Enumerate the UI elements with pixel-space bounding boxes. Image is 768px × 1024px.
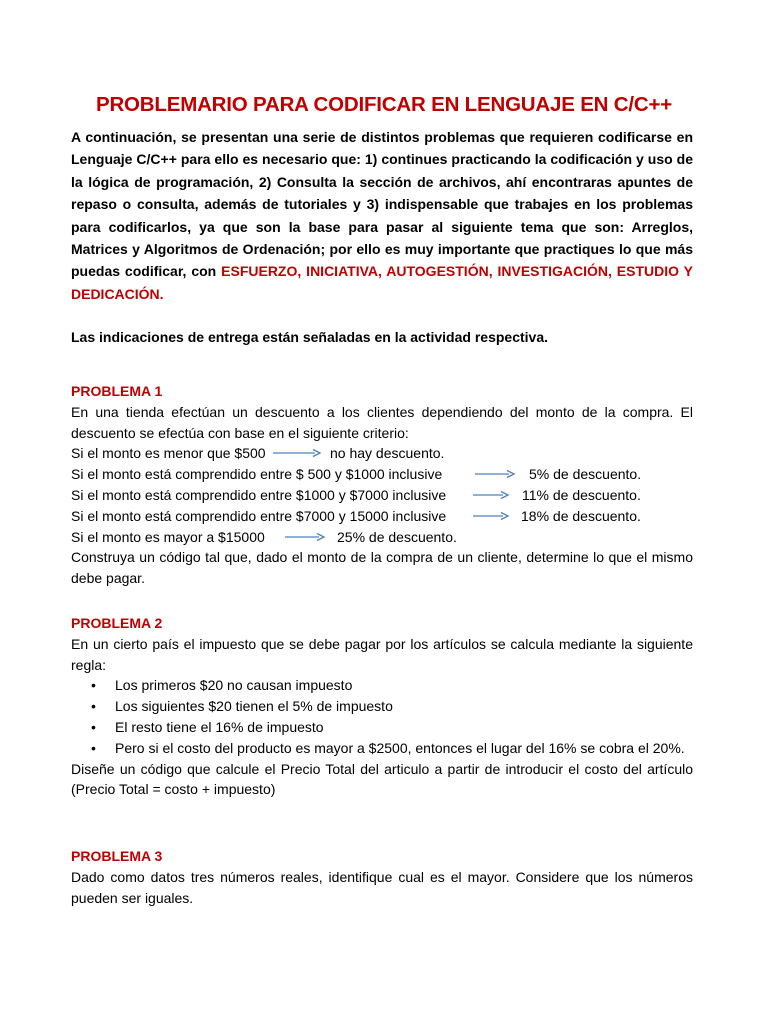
problem-1-section xyxy=(71,381,693,589)
document-title: PROBLEMARIO PARA CODIFICAR EN LENGUAJE EN C/C++ xyxy=(95,93,673,116)
problem-3-heading: PROBLEMA 3 xyxy=(71,848,163,864)
discount-result: 18% de descuento. xyxy=(521,507,641,524)
intro-paragraph xyxy=(71,126,693,305)
discount-result: 25% de descuento. xyxy=(337,528,457,545)
delivery-instructions: Las indicaciones de entrega están señaladas en la actividad respectiva. xyxy=(71,329,548,345)
problem-2-intro: En un cierto país el impuesto que se debe pagar por los artículos se calcula mediante la siguiente regla: xyxy=(71,635,693,673)
list-item xyxy=(71,675,693,696)
discount-result: no hay descuento. xyxy=(330,445,445,462)
bullet-dot-icon: • xyxy=(91,698,96,715)
list-item-text: El resto tiene el 16% de impuesto xyxy=(115,718,324,735)
discount-result: 5% de descuento. xyxy=(529,466,642,483)
bullet-dot-icon: • xyxy=(91,718,96,735)
bullet-dot-icon: • xyxy=(91,739,96,756)
list-item xyxy=(71,717,693,738)
problem-1-heading: PROBLEMA 1 xyxy=(71,383,163,399)
discount-condition: Si el monto está comprendido entre $1000 y $7000 inclusive xyxy=(71,486,447,503)
problem-3-section xyxy=(71,846,693,908)
discount-condition: Si el monto está comprendido entre $7000 y 15000 inclusive xyxy=(71,507,447,524)
discount-row xyxy=(71,506,693,527)
discount-row xyxy=(71,485,693,506)
discount-condition: Si el monto está comprendido entre $ 500 y $1000 inclusive xyxy=(71,466,443,483)
intro-highlight: ESFUERZO, INICIATIVA, AUTOGESTIÓN, INVESTIGACIÓN, ESTUDIO Y DEDICACIÓN xyxy=(71,263,693,302)
tax-rules-list xyxy=(71,675,693,758)
discount-condition: Si el monto es menor que $500 xyxy=(71,445,266,462)
discount-row xyxy=(71,443,693,464)
discount-result: 11% de descuento. xyxy=(522,486,641,503)
problem-2-heading: PROBLEMA 2 xyxy=(71,615,163,631)
discount-condition: Si el monto es mayor a $15000 xyxy=(71,528,265,545)
problem-2-closing: Diseñe un código que calcule el Precio Total del articulo a partir de introducir el costo del artículo (Precio Total = costo + impuesto) xyxy=(71,760,693,798)
discount-row xyxy=(71,527,693,548)
right-arrow-icon xyxy=(285,532,325,542)
list-item xyxy=(71,738,693,759)
list-item-text: Pero si el costo del producto es mayor a $2500, entonces el lugar del 16% se cobra el 20%. xyxy=(115,739,685,756)
list-item xyxy=(71,696,693,717)
problem-3-text: Dado como datos tres números reales, identifique cual es el mayor. Considere que los números pueden ser iguales. xyxy=(71,868,693,906)
list-item-text: Los siguientes $20 tienen el 5% de impuesto xyxy=(115,698,393,715)
right-arrow-icon xyxy=(273,448,321,458)
list-item-text: Los primeros $20 no causan impuesto xyxy=(115,677,353,694)
problem-2-section xyxy=(71,613,693,800)
intro-end: . xyxy=(159,285,164,302)
discount-row xyxy=(71,464,693,485)
bullet-dot-icon: • xyxy=(91,677,96,694)
right-arrow-icon xyxy=(473,490,509,500)
problem-1-closing: Construya un código tal que, dado el monto de la compra de un cliente, determine lo que el mismo debe pagar. xyxy=(71,549,693,587)
intro-text: A continuación, se presentan una serie de distintos problemas que requieren codificarse en Lenguaje C/C++ para ello es necesario que: 1) continues practicando la codificación y uso de la lógica de programación, 2) Consulta la sección de archivos, ahí encontraras apuntes de repaso o consulta, además de tutoriales y 3) indispensable que trabajes en los problemas para codificarlos, ya que son la base para pasar al siguiente tema que son: Arreglos, Matrices y Algoritmos de Ordenación; por ello es muy importante que practiques lo que más puedas codificar, con xyxy=(71,129,693,280)
problem-1-intro: En una tienda efectúan un descuento a los clientes dependiendo del monto de la compra. El descuento se efectúa con base en el siguiente criterio: xyxy=(71,403,693,441)
right-arrow-icon xyxy=(475,469,515,479)
right-arrow-icon xyxy=(473,511,509,521)
